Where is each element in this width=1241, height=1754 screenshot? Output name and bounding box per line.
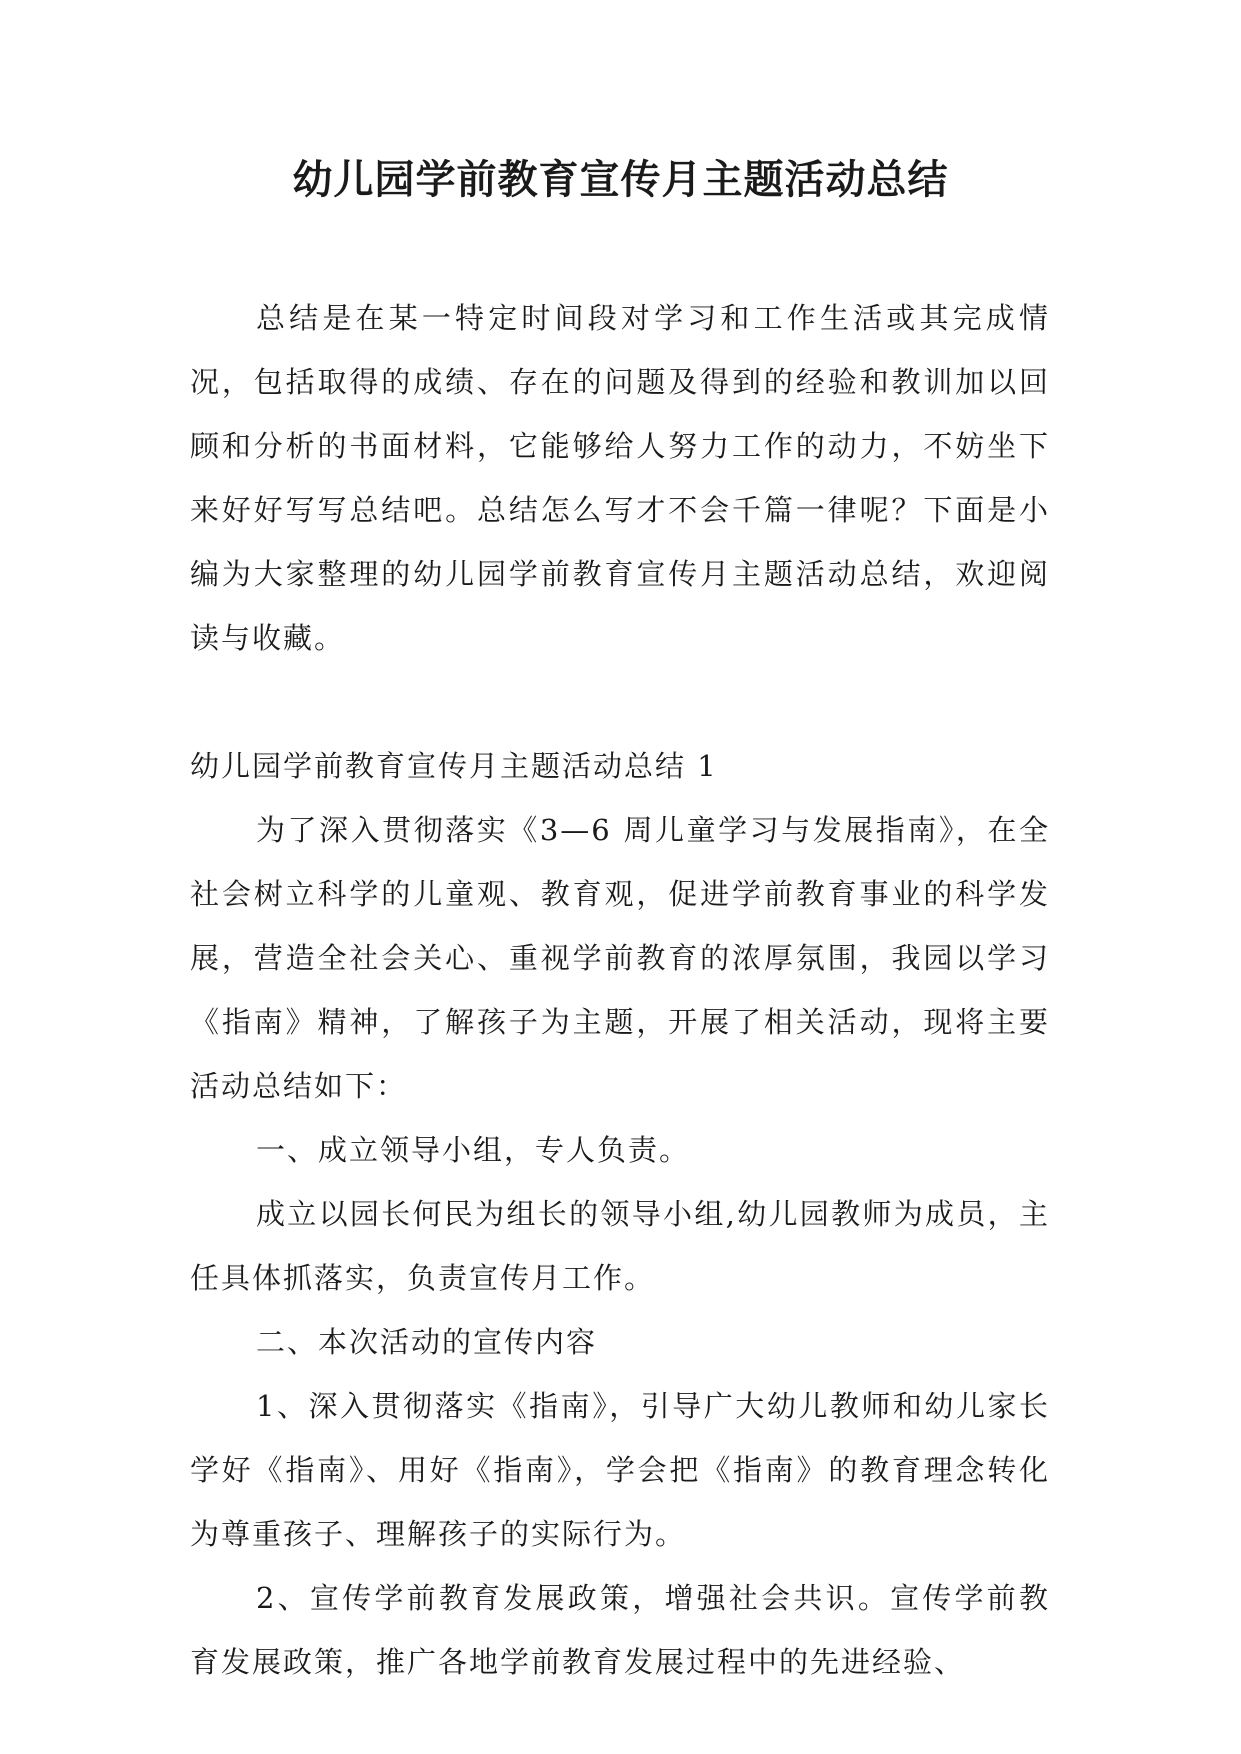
body-paragraph: 1、深入贯彻落实《指南》，引导广大幼儿教师和幼儿家长学好《指南》、用好《指南》，学会把《指南》的教育理念转化为尊重孩子、理解孩子的实际行为。 [190, 1389, 1050, 1551]
paragraph-spacer [190, 670, 1050, 734]
document-title: 幼儿园学前教育宣传月主题活动总结 [292, 157, 949, 203]
body-paragraph: 2、宣传学前教育发展政策，增强社会共识。宣传学前教育发展政策，推广各地学前教育发展过程中的先进经验、 [190, 1581, 1050, 1679]
body-paragraph: 二、本次活动的宣传内容 [256, 1325, 598, 1359]
body-paragraph: 成立以园长何民为组长的领导小组,幼儿园教师为成员，主任具体抓落实，负责宣传月工作。 [190, 1197, 1050, 1295]
document-body [190, 286, 1050, 1694]
body-paragraph: 一、成立领导小组，专人负责。 [256, 1133, 691, 1167]
body-paragraph: 为了深入贯彻落实《3—6 周儿童学习与发展指南》，在全社会树立科学的儿童观、教育观，促进学前教育事业的科学发展，营造全社会关心、重视学前教育的浓厚氛围，我园以学习《指南》精神，了解孩子为主题，开展了相关活动，现将主要活动总结如下： [190, 813, 1050, 1103]
intro-paragraph: 总结是在某一特定时间段对学习和工作生活或其完成情况，包括取得的成绩、存在的问题及得到的经验和教训加以回顾和分析的书面材料，它能够给人努力工作的动力，不妨坐下来好好写写总结吧。总结怎么写才不会千篇一律呢？下面是小编为大家整理的幼儿园学前教育宣传月主题活动总结，欢迎阅读与收藏。 [190, 301, 1050, 655]
section-heading: 幼儿园学前教育宣传月主题活动总结 1 [190, 749, 718, 783]
